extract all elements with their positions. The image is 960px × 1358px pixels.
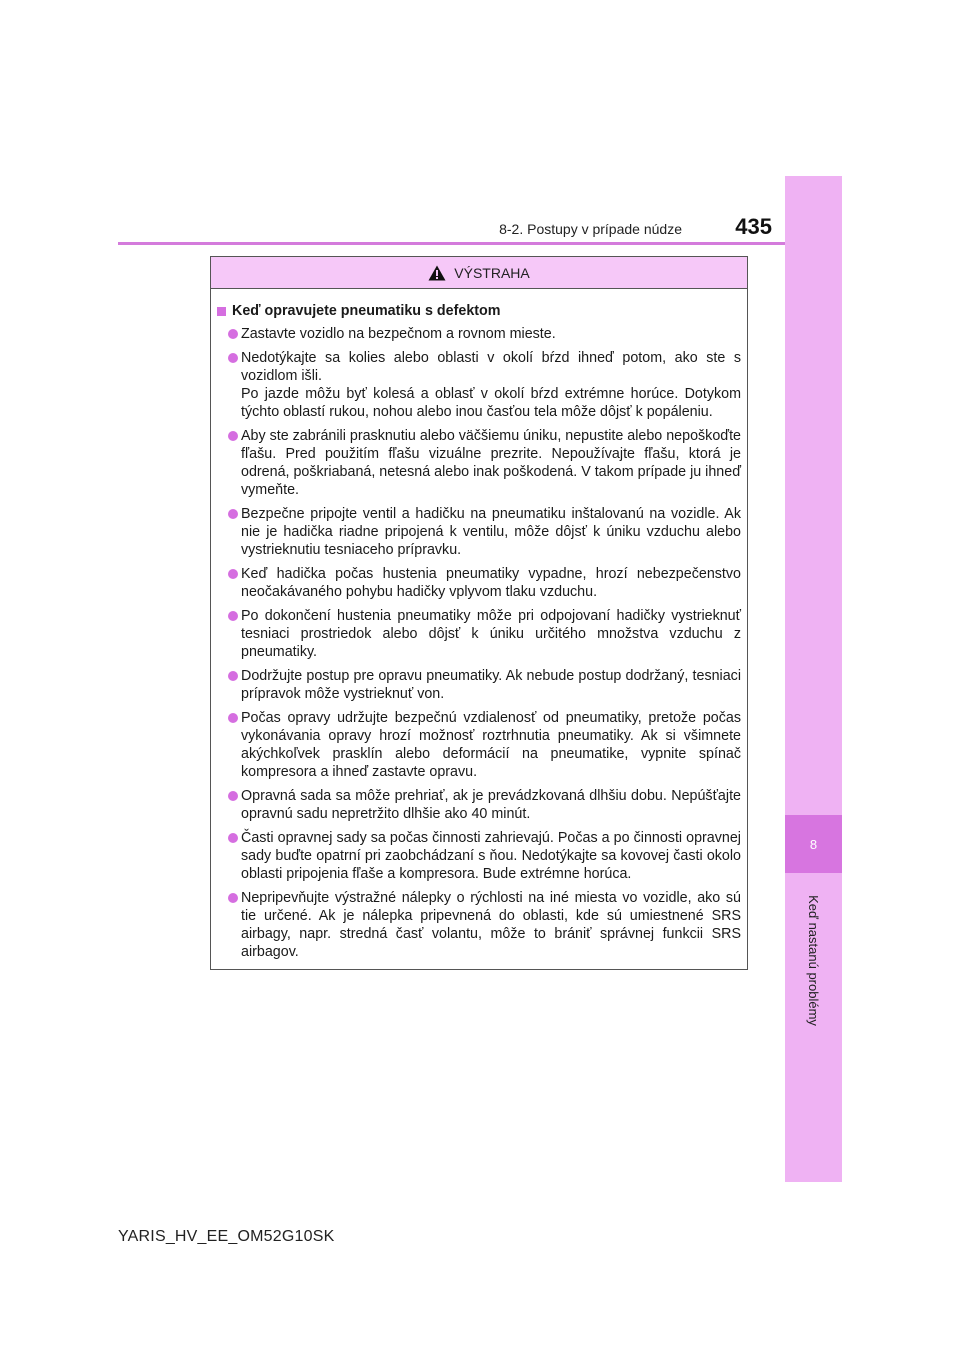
header-divider — [118, 242, 785, 245]
list-item — [217, 427, 741, 499]
chapter-number: 8 — [809, 836, 818, 852]
warning-body — [211, 289, 747, 961]
chapter-title-tab — [785, 880, 842, 1040]
list-item — [217, 787, 741, 823]
list-item — [217, 565, 741, 601]
circle-bullet-icon — [228, 353, 238, 363]
section-title: 8-2. Postupy v prípade núdze — [499, 221, 682, 237]
circle-bullet-icon — [228, 509, 238, 519]
list-item-text: Keď hadička počas hustenia pneumatiky vypadne, hrozí nebezpečenstvo neočakávaného pohybu hadičky vplyvom tlaku vzduchu. — [241, 566, 741, 600]
circle-bullet-icon — [228, 833, 238, 843]
warning-box — [210, 256, 748, 970]
square-bullet-icon — [217, 307, 226, 316]
warning-title: VÝSTRAHA — [454, 264, 530, 281]
list-item-text: Časti opravnej sady sa počas činnosti zahrievajú. Počas a po činnosti opravnej sady buďte opatrní pri zaobchádzaní s ňou. Nedotýkajte sa kovovej časti okolo oblasti pripojenia fľaše a kompresora. Bude extrémne horúca. — [241, 830, 741, 882]
list-item-text: Bezpečne pripojte ventil a hadičku na pneumatiku inštalovanú na vozidle. Ak nie je hadička riadne pripojená k ventilu, môže dôjsť k úniku vzduchu alebo vystrieknutiu tesniaceho prípravku. — [241, 506, 741, 558]
circle-bullet-icon — [228, 893, 238, 903]
warning-list — [217, 325, 741, 961]
page-number: 435 — [735, 214, 772, 239]
list-item — [217, 709, 741, 781]
warning-triangle-icon — [428, 265, 446, 281]
chapter-number-tab[interactable] — [785, 815, 842, 873]
list-item-text: Po dokončení hustenia pneumatiky môže pri odpojovaní hadičky vystrieknuť tesniaci prostriedok alebo dôjsť k úniku určitého množstva vzduchu z pneumatiky. — [241, 608, 741, 660]
document-code: YARIS_HV_EE_OM52G10SK — [118, 1228, 335, 1245]
circle-bullet-icon — [228, 611, 238, 621]
list-item — [217, 667, 741, 703]
circle-bullet-icon — [228, 671, 238, 681]
list-item-text: Dodržujte postup pre opravu pneumatiky. Ak nebude postup dodržaný, tesniaci prípravok môže vystrieknuť von. — [241, 668, 741, 702]
circle-bullet-icon — [228, 569, 238, 579]
list-item — [217, 505, 741, 559]
list-item-text: Počas opravy udržujte bezpečnú vzdialenosť od pneumatiky, pretože počas vykonávania opravy hrozí možnosť roztrhnutia pneumatiky. Ak si všimnete akýchkoľvek prasklín alebo deformácií na pneumatike, vypnite spínač kompresora a ihneď zastavte opravu. — [241, 710, 741, 780]
list-item-text: Nepripevňujte výstražné nálepky o rýchlosti na iné miesta vo vozidle, ako sú tie určené. Ak je nálepka pripevnená do oblasti, kde sú umiestnené SRS airbagy, napr. stredná časť volantu, môže to brániť správnej funkcii SRS airbagov. — [241, 890, 741, 960]
warning-section-heading — [217, 302, 741, 320]
circle-bullet-icon — [228, 329, 238, 339]
list-item-text: Aby ste zabránili prasknutiu alebo väčšiemu úniku, nepustite alebo nepoškoďte fľašu. Pred použitím fľašu vizuálne prezrite. Nepoužívajte fľašu, ktorá je odrená, poškriabaná, netesná alebo inak poškodená. V takom prípade ju ihneď vymeňte. — [241, 428, 741, 498]
circle-bullet-icon — [228, 713, 238, 723]
list-item-text: Zastavte vozidlo na bezpečnom a rovnom mieste. — [241, 326, 556, 342]
list-item — [217, 325, 741, 343]
chapter-title: Keď nastanú problémy — [806, 894, 822, 1026]
circle-bullet-icon — [228, 431, 238, 441]
list-item — [217, 829, 741, 883]
list-item — [217, 607, 741, 661]
circle-bullet-icon — [228, 791, 238, 801]
list-item — [217, 349, 741, 421]
list-item — [217, 889, 741, 961]
list-item-text: Nedotýkajte sa kolies alebo oblasti v okolí bŕzd ihneď potom, ako ste s vozidlom išli. Po jazde môžu byť kolesá a oblasť v okolí bŕzd extrémne horúce. Dotykom týchto oblastí rukou, nohou alebo inou časťou tela môže dôjsť k popáleniu. — [241, 350, 741, 420]
warning-section-title: Keď opravujete pneumatiku s defektom — [232, 303, 501, 319]
list-item-text: Opravná sada sa môže prehriať, ak je prevádzkovaná dlhšiu dobu. Nepúšťajte opravnú sadu nepretržito dlhšie ako 40 minút. — [241, 788, 741, 822]
warning-header — [211, 257, 747, 289]
